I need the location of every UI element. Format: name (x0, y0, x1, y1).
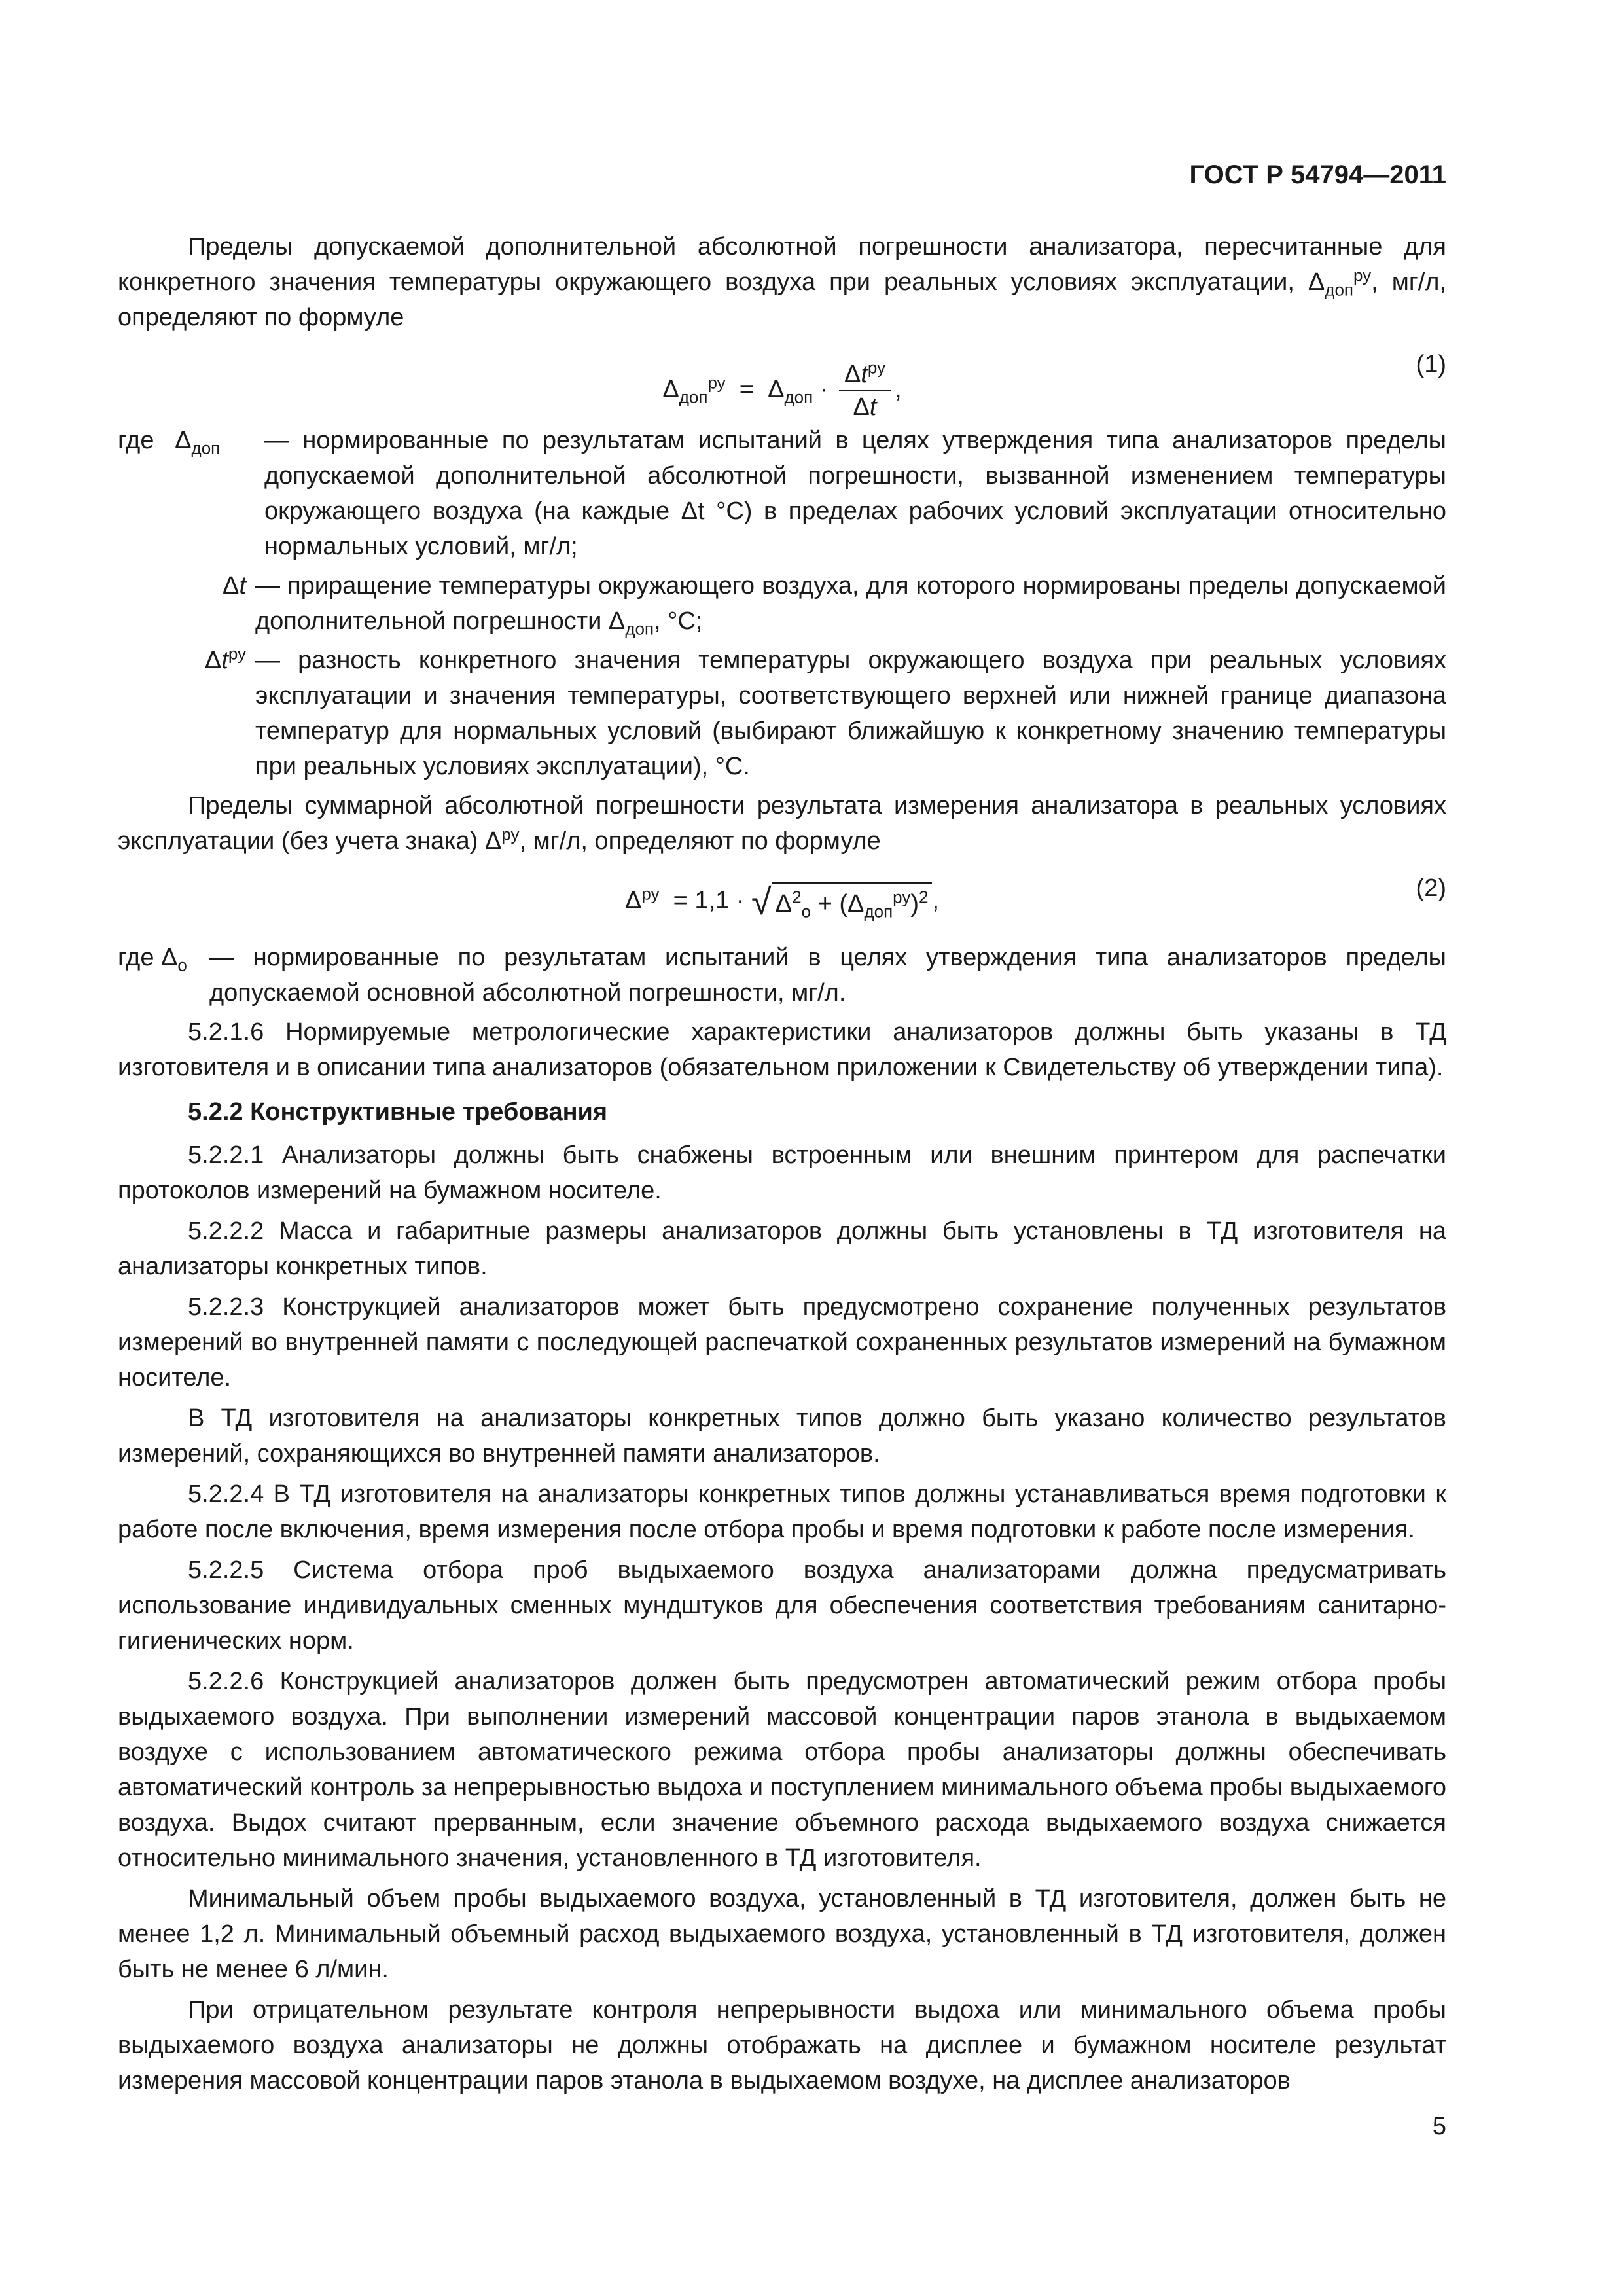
formula-2-sub-o: о (801, 901, 812, 922)
formula-1 (118, 340, 1446, 419)
paragraph-5-2-2-3b: В ТД изготовителя на анализаторы конкретных типов должно быть указано количество результатов измерений, сохраняющихся во внутренней памяти анализаторов. (118, 1405, 1446, 1467)
paragraph-5-2-2-6: 5.2.2.6 Конструкцией анализаторов должен быть предусмотрен автоматический режим отбора пробы выдыхаемого воздуха. При выполнении измерений массовой концентрации паров этанола в выдыхаемом воздухе с использованием автоматического режима отбора пробы анализаторы должны обеспечивать автоматический контроль за непрерывностью выдоха и поступлением минимального объема пробы выдыхаемого воздуха. Выдох считают прерванным, если значение объемного расхода выдыхаемого воздуха снижается относительно минимального значения, установленного в ТД изготовителя. (118, 1668, 1446, 1872)
sqrt-sign: √ (751, 881, 772, 922)
definition-delta-o (118, 940, 1446, 1011)
definition-delta-t (118, 568, 1446, 639)
definition-delta-dop-symbol: где $\Delta_{доп}$ (118, 427, 221, 458)
paragraph-5-2-2-4: 5.2.2.4 В ТД изготовителя на анализаторы конкретных типов должны устанавливаться время подготовки к работе после включения, время измерения после отбора пробы и время подготовки к работе после измерения. (118, 1480, 1446, 1543)
paragraph-5-2-2-2: 5.2.2.2 Масса и габаритные размеры анализаторов должны быть установлены в ТД изготовителя на анализаторы конкретных типов. (118, 1217, 1446, 1280)
formula-1-expression: $\Delta_{доп}^{ру} = \Delta_{доп}$ · $\frac{\Delta t^{ру}}{\Delta t}$ , (118, 359, 1446, 423)
paragraph-total-error-text: Пределы суммарной абсолютной погрешности результата измерения анализатора в реальных условиях эксплуатации (без учета знака) (118, 792, 1446, 855)
definition-delta-o-text: — нормированные по результатам испытаний в целях утверждения типа анализаторов пределы допускаемой основной абсолютной погрешности, мг/л. (209, 944, 1446, 1007)
definition-delta-t-ru-text: — разность конкретного значения температуры окружающего воздуха при реальных условиях эксплуатации и значения температуры, соответствующего верхней или нижней границе диапазона температур для нормальных условий (выбирают ближайшую к конкретному значению температуры при реальных условиях эксплуатации), °С. (255, 647, 1446, 780)
definition-delta-dop-text: — нормированные по результатам испытаний в целях утверждения типа анализаторов пределы допускаемой дополнительной абсолютной погрешности, вызванной изменением температуры окружающего воздуха (на каждые Δt °С) в пределах рабочих условий эксплуатации относительно нормальных условий, мг/л; (264, 427, 1446, 560)
formula-1-fraction (839, 359, 891, 423)
paragraph-5-2-2-1: 5.2.2.1 Анализаторы должны быть снабжены встроенным или внешним принтером для распечатки протоколов измерений на бумажном носителе. (118, 1141, 1446, 1204)
definition-delta-t-ru-sup: ру (228, 643, 246, 664)
where-block-1 (118, 423, 1446, 784)
paragraph-intro: Пределы допускаемой дополнительной абсолютной погрешности анализатора, пересчитанные для конкретного значения температуры окружающего воздуха при реальных условиях эксплуатации, $\Delta_{доп}^{ру}$, мг/л, определяют по формуле (118, 233, 1446, 331)
formula-1-denominator: Δt (853, 393, 877, 421)
definition-delta-t-ru-symbol: $\Delta t^{ру}$ (204, 643, 246, 674)
definition-delta-t-symbol: Δt (223, 572, 246, 600)
symbol-superscript: ру (1353, 265, 1372, 285)
paragraph-total-error-sup: ру (501, 824, 520, 844)
formula-1-number: (1) (1416, 351, 1446, 378)
paragraph-total-error: Пределы суммарной абсолютной погрешности результата измерения анализатора в реальных условиях эксплуатации (без учета знака) $\Delta^{ру}$, мг/л, определяют по формуле (118, 792, 1446, 855)
formula-1-sub-2: доп (784, 387, 813, 407)
section-heading-5-2-2: 5.2.2 Конструктивные требования (188, 1098, 608, 1126)
formula-2-expression: $\Delta^{ру} = 1,1$ · √ $\Delta^2_о + (\Delta_{доп}^{ру})^2$ , (624, 881, 940, 922)
paragraph-5-2-2-3: 5.2.2.3 Конструкцией анализаторов может быть предусмотрено сохранение полученных результатов измерений во внутренней памяти с последующей распечаткой сохраненных результатов измерений на бумажном носителе. (118, 1293, 1446, 1391)
paragraph-intro-text: Пределы допускаемой дополнительной абсолютной погрешности анализатора, пересчитанные для конкретного значения температуры окружающего воздуха при реальных условиях эксплуатации, (118, 233, 1446, 296)
paragraph-total-error-tail: , мг/л, определяют по формуле (519, 827, 881, 855)
formula-2 (118, 864, 1446, 936)
formula-1-sup: ру (707, 372, 726, 393)
formula-2-number: (2) (1416, 874, 1446, 902)
document-body (118, 229, 1446, 2104)
definition-delta-o-symbol: где $\Delta_о$ (118, 944, 187, 975)
definition-delta-t-body: — приращение температуры окружающего воздуха, для которого нормированы пределы допускаемой дополнительной погрешности $\Delta_{доп}$, °С; (255, 572, 1446, 639)
sqrt-body: $\Delta^2_о + (\Delta_{доп}^{ру})^2$ (772, 882, 933, 922)
formula-2-sqrt (751, 882, 932, 922)
paragraph-negative-result: При отрицательном результате контроля непрерывности выдоха или минимального объема пробы выдыхаемого воздуха анализаторы не должны отображать на дисплее и бумажном носителе результат измерения массовой концентрации паров этанола в выдыхаемом воздухе, на дисплее анализаторов (118, 1996, 1446, 2094)
definition-delta-dop-sub: доп (191, 438, 221, 458)
formula-1-numerator: $\Delta t^{ру}$ (839, 359, 891, 391)
paragraph-intro-tail: , мг/л, определяют по формуле (118, 268, 1446, 331)
where-lead: где (118, 427, 154, 454)
definition-delta-o-sub: о (177, 955, 187, 975)
formula-2-sub-dop: доп (864, 901, 893, 922)
symbol-subscript: доп (1325, 279, 1353, 300)
where2-lead: где (118, 944, 154, 971)
formula-2-sup-ru: ру (893, 887, 911, 907)
definition-delta-dop (118, 423, 1446, 564)
definition-delta-t-sub: доп (625, 619, 654, 639)
formula-1-num-sup: ру (867, 357, 886, 378)
definition-delta-t-text: — приращение температуры окружающего воздуха, для которого нормированы пределы допускаемой дополнительной погрешности (255, 572, 1446, 635)
paragraph-5-2-1-6: 5.2.1.6 Нормируемые метрологические характеристики анализаторов должны быть указаны в ТД изготовителя и в описании типа анализаторов (обязательном приложении к Свидетельству об утверждении типа). (118, 1018, 1446, 1081)
paragraph-5-2-2-5: 5.2.2.5 Система отбора проб выдыхаемого воздуха анализаторами должна предусматривать использование индивидуальных сменных мундштуков для обеспечения соответствия требованиям санитарно-гигиенических норм. (118, 1556, 1446, 1655)
document-code: ГОСТ Р 54794—2011 (1189, 160, 1446, 189)
page-number: 5 (1432, 2113, 1446, 2140)
formula-2-sup: ру (641, 884, 660, 904)
definition-delta-t-ru (118, 643, 1446, 784)
formula-2-coef: = 1,1 · (673, 887, 745, 915)
formula-1-sub: доп (679, 387, 708, 407)
paragraph-min-volume: Минимальный объем пробы выдыхаемого воздуха, установленный в ТД изготовителя, должен быть не менее 1,2 л. Минимальный объемный расход выдыхаемого воздуха, установленный в ТД изготовителя, должен быть не менее 6 л/мин. (118, 1885, 1446, 1983)
